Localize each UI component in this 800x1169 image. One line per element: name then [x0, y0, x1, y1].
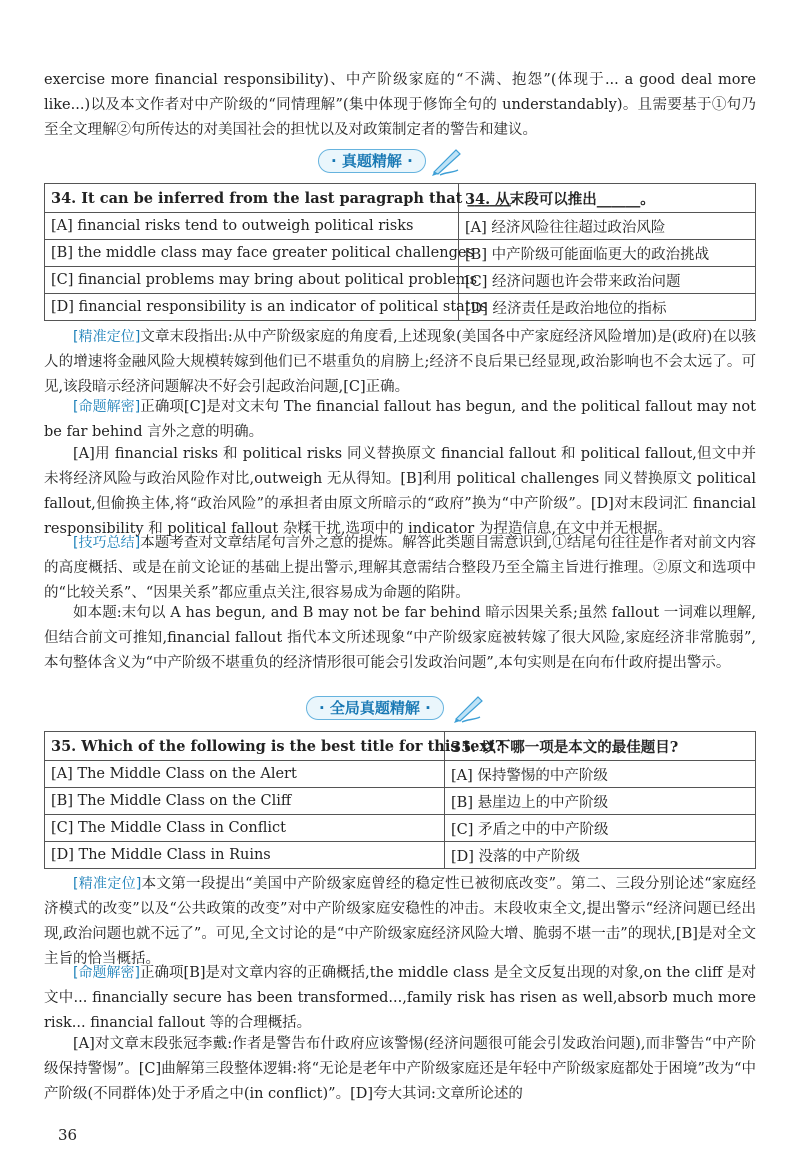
question-en: 34. It can be inferred from the last paragraph that ______.	[45, 184, 459, 213]
table-row	[45, 294, 756, 321]
paragraph-text: 正确项[B]是对文章内容的正确概括,the middle class 是全文反复出现的对象,on the cliff 是对文中... financially secure has been transformed...,family risk has risen as well,absorb much more risk... financial fallout 等的合理概括。	[44, 965, 756, 1031]
option-en: [D] The Middle Class in Ruins	[45, 842, 445, 869]
option-en: [A] The Middle Class on the Alert	[45, 761, 445, 788]
section-tag: [命题解密]	[73, 399, 141, 415]
paragraph-text: 文章末段指出:从中产阶级家庭的角度看,上述现象(美国各中产家庭经济风险增加)是(政府)在以骇人的增速将金融风险大规模转嫁到他们已不堪重负的肩膀上;经济不良后果已经显现,政治影响也不会太远了。可见,该段暗示经济问题解决不好会引起政治问题,[C]正确。	[44, 329, 756, 395]
option-en: [D] financial responsibility is an indicator of political status	[45, 294, 459, 321]
option-cn: [B] 中产阶级可能面临更大的政治挑战	[459, 240, 756, 267]
table-row	[45, 761, 756, 788]
table-row	[45, 240, 756, 267]
paragraph-text: 本题考查对文章结尾句言外之意的提炼。解答此类题目需意识到,①结尾句往往是作者对前文内容的高度概括、或是在前文论证的基础上提出警示,理解其意需结合整段乃至全篇主旨进行推理。②原文和选项中的“比较关系”、“因果关系”都应重点关注,很容易成为命题的陷阱。	[44, 535, 756, 601]
section-tag: [精准定位]	[73, 329, 141, 345]
table-header-row	[45, 732, 756, 761]
option-cn: [A] 保持警惕的中产阶级	[445, 761, 756, 788]
analysis-paragraph	[44, 531, 756, 606]
banner-label: · 真题精解 ·	[318, 149, 426, 173]
option-en: [C] The Middle Class in Conflict	[45, 815, 445, 842]
banner-label: · 全局真题精解 ·	[306, 696, 444, 720]
option-cn: [D] 经济责任是政治地位的指标	[459, 294, 756, 321]
question-cn: 35. 以下哪一项是本文的最佳题目?	[445, 732, 756, 761]
section-banner-zhenti	[318, 146, 482, 176]
table-row	[45, 213, 756, 240]
table-row	[45, 788, 756, 815]
analysis-paragraph	[44, 872, 756, 972]
table-row	[45, 842, 756, 869]
page-number: 36	[58, 1126, 78, 1144]
option-cn: [B] 悬崖边上的中产阶级	[445, 788, 756, 815]
question-en: 35. Which of the following is the best title for this text?	[45, 732, 445, 761]
option-en: [B] the middle class may face greater political challenges	[45, 240, 459, 267]
intro-paragraph: exercise more financial responsibility)、中产阶级家庭的“不满、抱怨”(体现于... a good deal more like...)以及本文作者对中产阶级的“同情理解”(集中体现于修饰全句的 understandably)。且需要基于①句乃至全文理解②句所传达的对美国社会的担忧以及对政策制定者的警告和建议。	[44, 72, 756, 138]
pen-icon	[452, 693, 486, 723]
table-row	[45, 815, 756, 842]
pen-icon	[430, 146, 464, 176]
analysis-paragraph	[44, 961, 756, 1036]
paragraph-text: 本文第一段提出“美国中产阶级家庭曾经的稳定性已被彻底改变”。第二、三段分别论述“家庭经济模式的改变”以及“公共政策的改变”对中产阶级家庭安稳性的冲击。末段收束全文,提出警示“经济问题已经出现,政治问题也就不远了”。可见,全文讨论的是“中产阶级家庭经济风险大增、脆弱不堪一击”的现状,[B]是对全文主旨的恰当概括。	[44, 876, 756, 967]
option-en: [C] financial problems may bring about political problems	[45, 267, 459, 294]
question-34-table	[44, 183, 756, 321]
section-tag: [精准定位]	[73, 876, 142, 892]
section-tag: [技巧总结]	[73, 535, 141, 551]
table-header-row	[45, 184, 756, 213]
question-cn: 34. 从末段可以推出______。	[459, 184, 756, 213]
analysis-paragraph: [A]对文章末段张冠李戴:作者是警告布什政府应该警惕(经济问题很可能会引发政治问题),而非警告“中产阶级保持警惕”。[C]曲解第三段整体逻辑:将“无论是老年中产阶级家庭还是年轻中产阶级家庭都处于困境”改为“中产阶级(不同群体)处于矛盾之中(in conflict)”。[D]夸大其词:文章所论述的	[44, 1036, 756, 1102]
option-cn: [A] 经济风险往往超过政治风险	[459, 213, 756, 240]
option-cn: [D] 没落的中产阶级	[445, 842, 756, 869]
analysis-paragraph	[44, 395, 756, 445]
section-tag: [命题解密]	[73, 965, 140, 981]
analysis-paragraph: [A]用 financial risks 和 political risks 同义替换原文 financial fallout 和 political fallout,但文中并未将经济风险与政治风险作对比,outweigh 无从得知。[B]利用 political challenges 同义替换原文 political fallout,但偷换主体,将“政治风险”的承担者由原文所暗示的“政府”换为“中产阶级”。[D]对末段词汇 financial responsibility 和 political fallout 杂糅干扰,选项中的 indicator 为捏造信息,在文中并无根据。	[44, 446, 756, 537]
table-row	[45, 267, 756, 294]
option-en: [B] The Middle Class on the Cliff	[45, 788, 445, 815]
paragraph-text: 正确项[C]是对文末句 The financial fallout has begun, and the political fallout may not be far behind 言外之意的明确。	[44, 399, 756, 440]
analysis-paragraph: 如本题:末句以 A has begun, and B may not be far behind 暗示因果关系;虽然 fallout 一词难以理解,但结合前文可推知,financial fallout 指代本文所述现象“中产阶级家庭被转嫁了很大风险,家庭经济非常脆弱”,本句整体含义为“中产阶级不堪重负的经济情形很可能会引发政治问题”,本句实则是在向布什政府提出警示。	[44, 605, 756, 671]
option-en: [A] financial risks tend to outweigh political risks	[45, 213, 459, 240]
option-cn: [C] 经济问题也许会带来政治问题	[459, 267, 756, 294]
section-banner-quanju	[306, 693, 496, 723]
option-cn: [C] 矛盾之中的中产阶级	[445, 815, 756, 842]
question-35-table	[44, 731, 756, 869]
analysis-paragraph	[44, 325, 756, 400]
